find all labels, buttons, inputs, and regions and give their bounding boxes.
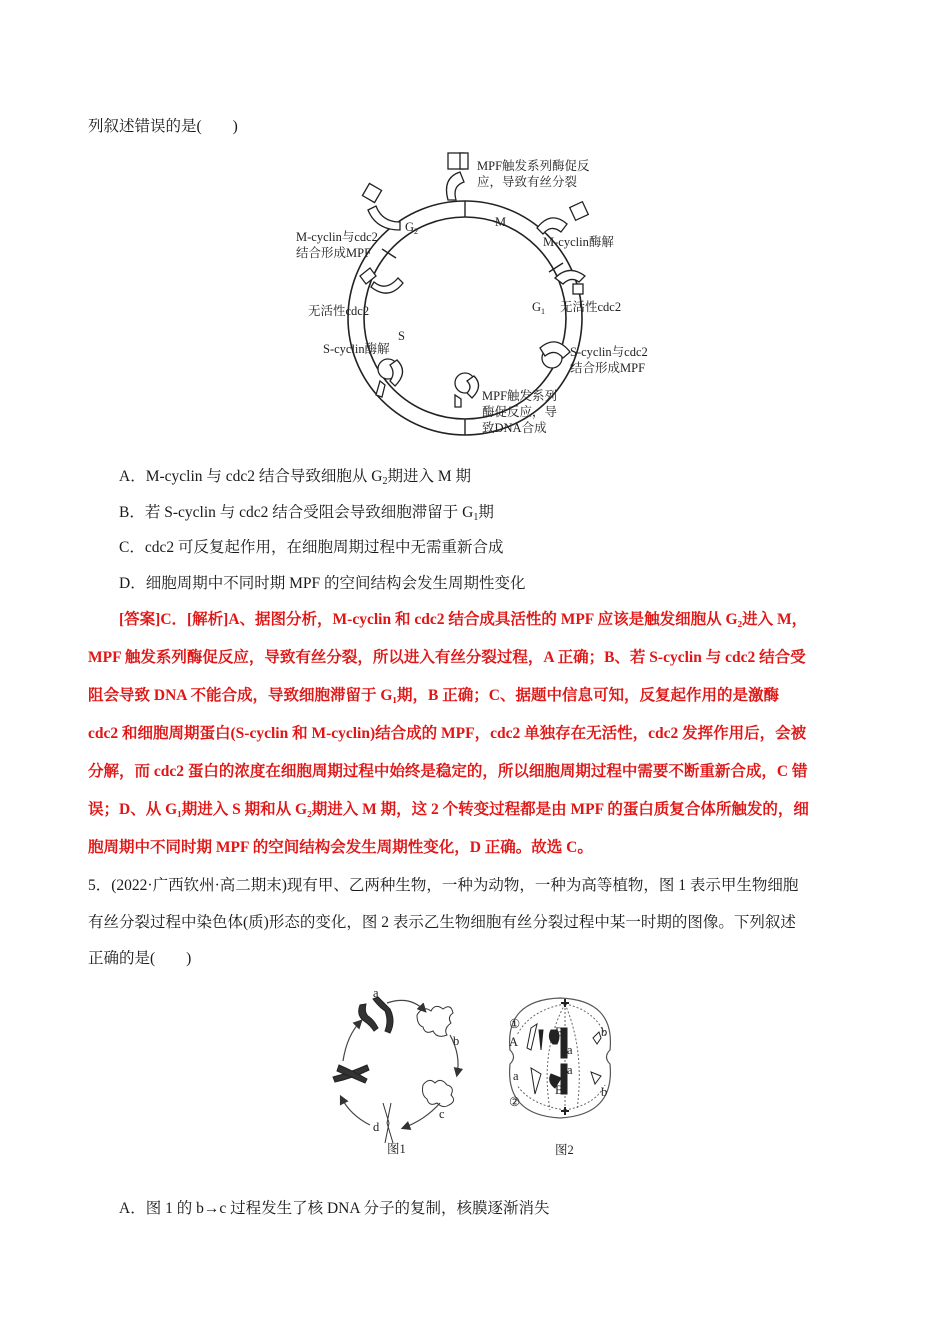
svg-text:②: ② xyxy=(509,1095,521,1109)
label-inactive-cdc2-right: 无活性cdc2 xyxy=(560,300,622,314)
label-mpf-dna-3: 致DNA合成 xyxy=(482,421,547,435)
answer-line-5: 分解，而 cdc2 蛋白的浓度在细胞周期过程中始终是稳定的，所以细胞周期过程中需要不断重新合成，C 错 xyxy=(88,763,808,780)
question-5-stem-3: 正确的是( ) xyxy=(88,950,192,967)
svg-text:a: a xyxy=(567,1063,573,1077)
svg-text:A: A xyxy=(509,1035,519,1049)
label-m-cyclin-degrade: M-cyclin酶解 xyxy=(543,235,614,249)
answer-line-6: 误；D、从 G₁期进入 S 期和从 G₂期进入 M 期，这 2 个转变过程都是由 MPF 的蛋白质复合体所触发的，细 xyxy=(88,801,809,818)
q5-option-a: A．图 1 的 b→c 过程发生了核 DNA 分子的复制，核膜逐渐消失 xyxy=(119,1200,550,1217)
answer-line-7: 胞周期中不同时期 MPF 的空间结构会发生周期性变化，D 正确。故选 C。 xyxy=(88,839,593,856)
phase-s: S xyxy=(398,329,405,343)
figure-1-chromosome-cycle xyxy=(325,985,485,1160)
label-mpf-mitosis-1: MPF触发系列酶促反 xyxy=(477,159,590,173)
label-m-bind-1: M-cyclin与cdc2 xyxy=(296,230,378,244)
phase-m: M xyxy=(495,215,507,229)
option-c: C．cdc2 可反复起作用，在细胞周期过程中无需重新合成 xyxy=(119,539,504,556)
question-5-stem-2: 有丝分裂过程中染色体(质)形态的变化，图 2 表示乙生物细胞有丝分裂过程中某一时期的图像。下列叙述 xyxy=(88,914,796,931)
svg-text:a: a xyxy=(373,986,379,1000)
svg-text:①: ① xyxy=(509,1017,521,1031)
svg-text:b: b xyxy=(601,1085,608,1099)
option-d: D．细胞周期中不同时期 MPF 的空间结构会发生周期性变化 xyxy=(119,575,526,592)
answer-line-4: cdc2 和细胞周期蛋白(S-cyclin 和 M-cyclin)结合成的 MPF，cdc2 单独存在无活性，cdc2 发挥作用后，会被 xyxy=(88,725,807,742)
svg-text:b: b xyxy=(453,1034,460,1048)
svg-text:a: a xyxy=(567,1043,573,1057)
svg-text:B: B xyxy=(555,1025,564,1039)
label-mpf-dna-2: 酶促反应，导 xyxy=(482,405,558,419)
cell-cycle-diagram xyxy=(290,148,670,438)
answer-line-3: 阻会导致 DNA 不能合成，导致细胞滞留于 G₁期，B 正确；C、据题中信息可知，反复起作用的是激酶 xyxy=(88,687,779,704)
svg-text:a: a xyxy=(513,1069,519,1083)
svg-text:G2: $G_2$ xyxy=(405,220,419,236)
figure-2-caption: 图2 xyxy=(555,1143,574,1157)
label-m-bind-2: 结合形成MPF xyxy=(296,246,372,260)
label-s-bind-2: 结合形成MPF xyxy=(570,361,646,375)
svg-text:b: b xyxy=(601,1025,608,1039)
answer-line-2: MPF 触发系列酶促反应，导致有丝分裂，所以进入有丝分裂过程，A 正确；B、若 S-cyclin 与 cdc2 结合受 xyxy=(88,649,806,666)
svg-text:G1: $G_1$ xyxy=(532,300,546,316)
label-s-cyclin-degrade: S-cyclin酶解 xyxy=(323,342,390,356)
label-mpf-dna-1: MPF触发系列 xyxy=(482,389,558,403)
figure-1-caption: 图1 xyxy=(387,1142,406,1156)
svg-text:d: d xyxy=(373,1120,380,1134)
option-a: A．M-cyclin 与 cdc2 结合导致细胞从 $G_2$期进入 M 期 xyxy=(119,468,472,487)
label-mpf-mitosis-2: 应，导致有丝分裂 xyxy=(477,175,578,189)
figure-2-dividing-cell xyxy=(495,990,625,1160)
svg-text:c: c xyxy=(439,1107,445,1121)
option-b: B．若 S-cyclin 与 cdc2 结合受阻会导致细胞滞留于 $G_1$期 xyxy=(119,504,494,523)
svg-text:B: B xyxy=(555,1083,564,1097)
answer-line-1: [答案]C．[解析]A、据图分析，M-cyclin 和 cdc2 结合成具活性的 MPF 应该是触发细胞从 G₂进入 M， xyxy=(119,611,808,628)
question-4-stem: 列叙述错误的是( ) xyxy=(88,118,238,135)
question-5-stem-1: 5．(2022·广西钦州·高二期末)现有甲、乙两种生物，一种为动物，一种为高等植物，图 1 表示甲生物细胞 xyxy=(88,877,799,894)
label-inactive-cdc2-left: 无活性cdc2 xyxy=(308,304,370,318)
label-s-bind-1: S-cyclin与cdc2 xyxy=(570,345,648,359)
